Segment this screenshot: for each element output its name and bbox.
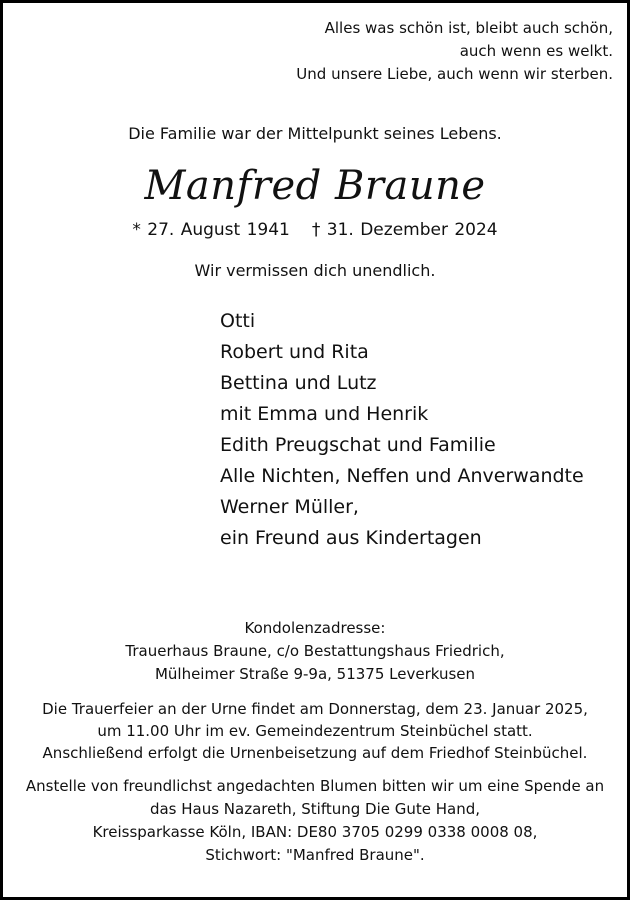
- miss-text: Wir vermissen dich unendlich.: [194, 261, 436, 280]
- condolence-line: Trauerhaus Braune, c/o Bestattungshaus Friedrich,: [125, 642, 505, 660]
- mourner: ein Freund aus Kindertagen: [220, 527, 482, 549]
- intro-text: Die Familie war der Mittelpunkt seines Lebens.: [128, 124, 502, 143]
- condolence-address: [3, 617, 627, 686]
- donation-line: Kreissparkasse Köln, IBAN: DE80 3705 0299 0338 0008 08,: [92, 823, 538, 841]
- mourner: Otti: [220, 310, 256, 332]
- birth-date: * 27. August 1941: [132, 220, 290, 240]
- poem-line: Und unsere Liebe, auch wenn wir sterben.: [296, 65, 613, 83]
- ceremony-line: um 11.00 Uhr im ev. Gemeindezentrum Steinbüchel statt.: [97, 722, 533, 740]
- deceased-name: Manfred Braune: [144, 163, 486, 209]
- donation-line: Stichwort: "Manfred Braune".: [205, 846, 425, 864]
- poem: [296, 17, 613, 86]
- mourners-list: [220, 306, 584, 554]
- donation-info: [3, 775, 627, 867]
- ceremony-line: Anschließend erfolgt die Urnenbeisetzung auf dem Friedhof Steinbüchel.: [42, 744, 588, 762]
- poem-line: auch wenn es welkt.: [459, 42, 613, 60]
- mourner: Robert und Rita: [220, 341, 369, 363]
- donation-line: Anstelle von freundlichst angedachten Blumen bitten wir um eine Spende an: [25, 777, 605, 795]
- mourner: Edith Preugschat und Familie: [220, 434, 496, 456]
- donation-line: das Haus Nazareth, Stiftung Die Gute Hand,: [149, 800, 481, 818]
- mourner: mit Emma und Henrik: [220, 403, 429, 425]
- death-date: † 31. Dezember 2024: [311, 220, 498, 240]
- condolence-line: Kondolenzadresse:: [244, 619, 386, 637]
- poem-line: Alles was schön ist, bleibt auch schön,: [324, 19, 613, 37]
- ceremony-line: Die Trauerfeier an der Urne findet am Donnerstag, dem 23. Januar 2025,: [42, 700, 588, 718]
- mourner: Werner Müller,: [220, 496, 359, 518]
- mourner: Bettina und Lutz: [220, 372, 377, 394]
- mourner: Alle Nichten, Neffen und Anverwandte: [220, 465, 584, 487]
- life-dates: [3, 220, 627, 240]
- ceremony-info: [3, 698, 627, 764]
- condolence-line: Mülheimer Straße 9-9a, 51375 Leverkusen: [154, 665, 476, 683]
